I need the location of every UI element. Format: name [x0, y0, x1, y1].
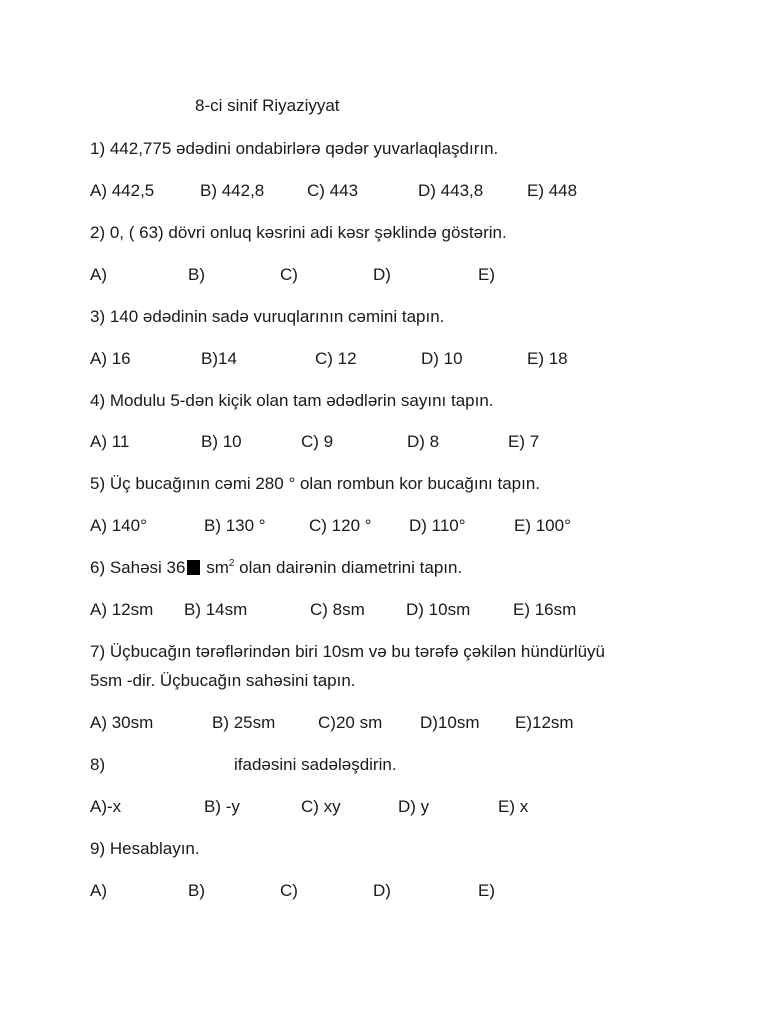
q1-option-c: C) 443: [307, 181, 359, 200]
q8-option-c: C) xy: [301, 797, 341, 816]
q1-option-e: E) 448: [527, 181, 578, 200]
q4-option-b: B) 10: [201, 432, 242, 451]
q6-option-d: D) 10sm: [406, 600, 471, 619]
q2-option-b: B): [188, 265, 205, 284]
q6-option-b: B) 14sm: [184, 600, 248, 619]
q8-option-e: E) x: [498, 797, 529, 816]
q3-option-d: D) 10: [421, 349, 463, 368]
q5-option-c: C) 120 °: [309, 516, 372, 535]
q9-option-c: C): [280, 881, 298, 900]
q6-unit: sm: [206, 558, 229, 577]
q2-option-e: E): [478, 265, 495, 284]
q7-option-d: D)10sm: [420, 713, 480, 732]
q4-option-c: C) 9: [301, 432, 334, 451]
q7-option-c: C)20 sm: [318, 713, 383, 732]
q6-prefix: 6) Sahəsi 36: [90, 558, 186, 577]
q5-option-a: A) 140°: [90, 516, 147, 535]
q9-option-d: D): [373, 881, 391, 900]
q4-option-d: D) 8: [407, 432, 440, 451]
q1-option-d: D) 443,8: [418, 181, 484, 200]
q6-option-e: E) 16sm: [513, 600, 577, 619]
question-6: [90, 557, 462, 579]
q3-option-a: A) 16: [90, 349, 131, 368]
question-2: 2) 0, ( 63) dövri onluq kəsrini adi kəsr şəklində göstərin.: [90, 223, 507, 242]
question-5: 5) Üç bucağının cəmi 280 ° olan rombun kor bucağını tapın.: [90, 474, 541, 493]
q4-option-e: E) 7: [508, 432, 540, 451]
question-9: 9) Hesablayın.: [90, 839, 200, 858]
q6-suffix: olan dairənin diametrini tapın.: [234, 558, 463, 577]
q1-option-b: B) 442,8: [200, 181, 265, 200]
q8-option-b: B) -y: [204, 797, 240, 816]
q6-option-c: C) 8sm: [310, 600, 365, 619]
page-title: 8-ci sinif Riyaziyyat: [195, 96, 340, 115]
q3-option-b: B)14: [201, 349, 237, 368]
missing-glyph-square: [187, 560, 200, 575]
q2-option-c: C): [280, 265, 298, 284]
q5-option-e: E) 100°: [514, 516, 571, 535]
q5-option-d: D) 110°: [409, 516, 466, 535]
q2-option-a: A): [90, 265, 107, 284]
question-4: 4) Modulu 5-dən kiçik olan tam ədədlərin sayını tapın.: [90, 391, 494, 410]
q9-option-e: E): [478, 881, 495, 900]
q8-option-a: A)-x: [90, 797, 122, 816]
q1-option-a: A) 442,5: [90, 181, 155, 200]
question-7-line-1: 7) Üçbucağın tərəflərindən biri 10sm və bu tərəfə çəkilən hündürlüyü: [90, 642, 606, 661]
q7-option-b: B) 25sm: [212, 713, 276, 732]
q8-option-d: D) y: [398, 797, 430, 816]
q5-option-b: B) 130 °: [204, 516, 266, 535]
q2-option-d: D): [373, 265, 391, 284]
q3-option-c: C) 12: [315, 349, 357, 368]
q4-option-a: A) 11: [90, 432, 130, 451]
q6-option-a: A) 12sm: [90, 600, 154, 619]
q9-option-b: B): [188, 881, 205, 900]
q9-option-a: A): [90, 881, 107, 900]
question-8-text: ifadəsini sadələşdirin.: [234, 755, 397, 774]
question-3: 3) 140 ədədinin sadə vuruqlarının cəmini tapın.: [90, 307, 445, 326]
q6-unit-exponent: 2: [228, 558, 235, 569]
q7-option-a: A) 30sm: [90, 713, 154, 732]
q3-option-e: E) 18: [527, 349, 568, 368]
question-1: 1) 442,775 ədədini ondabirlərə qədər yuvarlaqlaşdırın.: [90, 139, 499, 158]
question-7-line-2: 5sm -dir. Üçbucağın sahəsini tapın.: [90, 671, 356, 690]
question-8-number: 8): [90, 755, 106, 774]
q7-option-e: E)12sm: [515, 713, 574, 732]
